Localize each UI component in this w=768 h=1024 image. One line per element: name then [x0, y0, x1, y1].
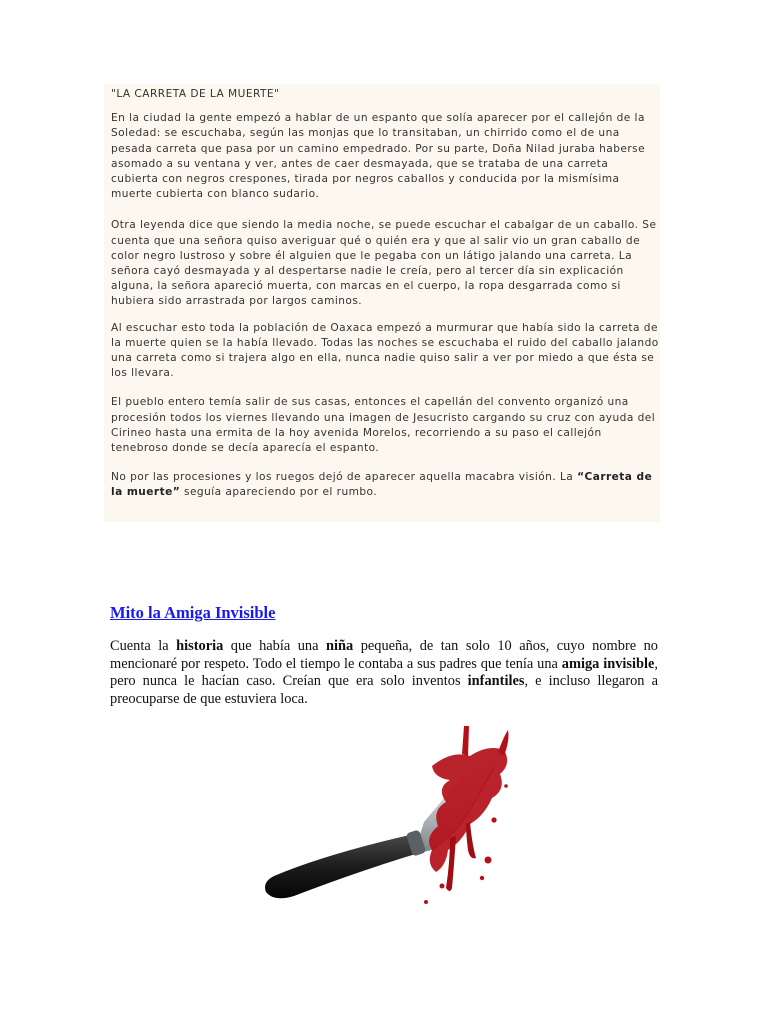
legend-text — [111, 84, 659, 501]
blood-splatter — [480, 876, 484, 880]
legend-paragraph-1: En la ciudad la gente empezó a hablar de un espanto que solía aparecer por el callejón de la Soledad: se escuchaba, según las monjas que lo transitaban, un chirrido como el de una pesada carreta que pasa por un camino empedrado. Por su parte, Doña Nilad juraba haberse asomado a su ventana y ver, antes de caer desmayada, que se trataba de una carreta cubierta con negros crespones, tirada por negros caballos y conducida por la mismísima muerte cubierta con blanco sudario. — [111, 112, 646, 201]
blood-splatter — [485, 857, 492, 864]
legend-paragraph-2: Otra leyenda dice que siendo la media noche, se puede escuchar el cabalgar de un caballo. Se cuenta que una señora quiso averiguar qué o quién era y que al salir vio un gran caballo de color negro lustroso y sobre él alguien que le pegaba con un látigo jalando una carreta. La señora cayó desmayada y al despertarse nadie le creía, pero al tercer día sin explicación alguna, la señora apareció muerta, con marcas en el cuerpo, la ropa desgarrada como si hubiera sido arrastrada por largos caminos. — [111, 219, 657, 308]
section-title-link[interactable]: Mito la Amiga Invisible — [110, 603, 276, 622]
story-bold-term: amiga invisible — [561, 655, 655, 672]
blood-splatter — [491, 817, 496, 822]
legend-title: "LA CARRETA DE LA MUERTE" — [111, 88, 280, 100]
story-bold-term: historia — [176, 638, 224, 654]
legend-paragraph-3: Al escuchar esto toda la población de Oaxaca empezó a murmurar que había sido la carreta de la muerte quien se la había llevado. Todas las noches se escuchaba el ruido del caballo jalando una carreta como si trajera algo en ella, nunca nadie quiso salir a ver por miedo a que ésta se los llevara. — [111, 321, 659, 380]
story-text: pequeña, de tan solo 10 años, cuyo nombre no mencionaré por respeto. Todo el tiempo le contaba a sus padres que tenía una — [110, 638, 658, 672]
blood-drip — [466, 822, 476, 858]
legend-paragraph-5 — [111, 470, 659, 500]
legend-box — [104, 84, 660, 522]
story-bold-term: infantiles — [467, 673, 525, 689]
story-bold-term: niña — [326, 638, 354, 654]
story-text: Cuenta la — [110, 638, 177, 654]
blood-stain — [429, 748, 507, 872]
legend-paragraph-4: El pueblo entero temía salir de sus casas, entonces el capellán del convento organizó una procesión todos los viernes llevando una imagen de Jesucristo cargando su cruz con ayuda del Cirineo hasta una ermita de la hoy avenida Morelos, recorriendo a su paso el callejón tenebroso donde se decía aparecía el espanto. — [111, 396, 656, 455]
blood-splatter — [504, 784, 508, 788]
legend-paragraph-5-start: No por las procesiones y los ruegos dejó de aparecer aquella macabra visión. La — [111, 471, 578, 484]
story-paragraph — [110, 638, 658, 708]
knife-handle — [265, 834, 422, 898]
bloody-knife-icon — [256, 726, 514, 906]
blood-drip — [498, 730, 509, 756]
blood-splatter — [424, 900, 428, 904]
legend-paragraph-5-end: seguía apareciendo por el rumbo. — [180, 486, 378, 499]
blood-splatter — [440, 884, 445, 889]
story-text: , pero nunca le hacían caso. Creían que era solo inventos — [110, 655, 658, 689]
story-text: que había una — [223, 638, 326, 654]
blood-drip — [462, 726, 469, 756]
bloody-knife-image — [256, 726, 514, 906]
legend-bold-term: “Carreta de la muerte” — [111, 471, 653, 499]
story-text: , e incluso llegaron a preocuparse de que estuviera loca. — [110, 673, 659, 707]
